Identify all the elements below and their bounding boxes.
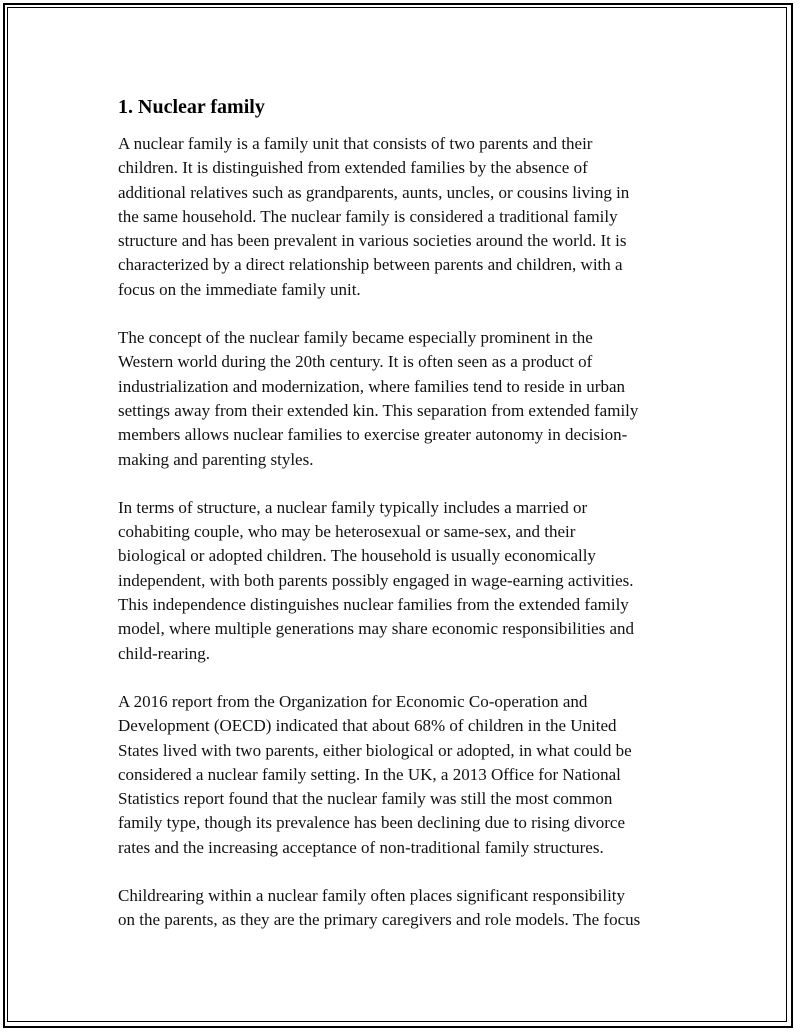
paragraph-5: [118, 884, 693, 933]
text-line: structure and has been prevalent in various societies around the world. It is: [118, 231, 627, 251]
text-line: making and parenting styles.: [118, 449, 314, 469]
text-line: Western world during the 20th century. It is often seen as a product of: [118, 352, 593, 372]
text-line: on the parents, as they are the primary caregivers and role models. The focus: [118, 910, 641, 930]
text-line: The concept of the nuclear family became especially prominent in the: [118, 328, 593, 348]
paragraph-2: [118, 326, 693, 472]
text-line: considered a nuclear family setting. In the UK, a 2013 Office for National: [118, 764, 621, 784]
text-line: Development (OECD) indicated that about 68% of children in the United: [118, 716, 617, 736]
text-line: Childrearing within a nuclear family often places significant responsibility: [118, 886, 626, 906]
text-line: cohabiting couple, who may be heterosexual or same-sex, and their: [118, 522, 576, 542]
text-line: model, where multiple generations may share economic responsibilities and: [118, 619, 634, 639]
text-line: child-rearing.: [118, 643, 211, 663]
text-line: Statistics report found that the nuclear family was still the most common: [118, 789, 613, 809]
text-line: States lived with two parents, either biological or adopted, in what could be: [118, 740, 632, 760]
text-line: independent, with both parents possibly engaged in wage-earning activities.: [118, 570, 634, 590]
text-line: focus on the immediate family unit.: [118, 279, 361, 299]
text-line: children. It is distinguished from extended families by the absence of: [118, 158, 588, 178]
text-line: A nuclear family is a family unit that consists of two parents and their: [118, 134, 593, 153]
text-line: A 2016 report from the Organization for Economic Co-operation and: [118, 691, 588, 711]
document-body: [118, 94, 693, 957]
text-line: This independence distinguishes nuclear families from the extended family: [118, 595, 629, 615]
paragraph-3: [118, 496, 693, 666]
text-line: In terms of structure, a nuclear family typically includes a married or: [118, 497, 588, 517]
text-line: family type, though its prevalence has been declining due to rising divorce: [118, 813, 626, 833]
paragraph-1: [118, 132, 693, 302]
text-line: characterized by a direct relationship between parents and children, with a: [118, 255, 623, 275]
text-line: rates and the increasing acceptance of non-traditional family structures.: [118, 837, 604, 857]
text-line: biological or adopted children. The household is usually economically: [118, 546, 596, 566]
text-line: settings away from their extended kin. This separation from extended family: [118, 400, 639, 420]
text-line: the same household. The nuclear family is considered a traditional family: [118, 206, 618, 226]
text-line: industrialization and modernization, where families tend to reside in urban: [118, 376, 626, 396]
paragraph-4: [118, 690, 693, 860]
text-line: additional relatives such as grandparents, aunts, uncles, or cousins living in: [118, 182, 630, 202]
section-heading: 1. Nuclear family: [118, 96, 265, 118]
text-line: members allows nuclear families to exercise greater autonomy in decision-: [118, 425, 628, 445]
